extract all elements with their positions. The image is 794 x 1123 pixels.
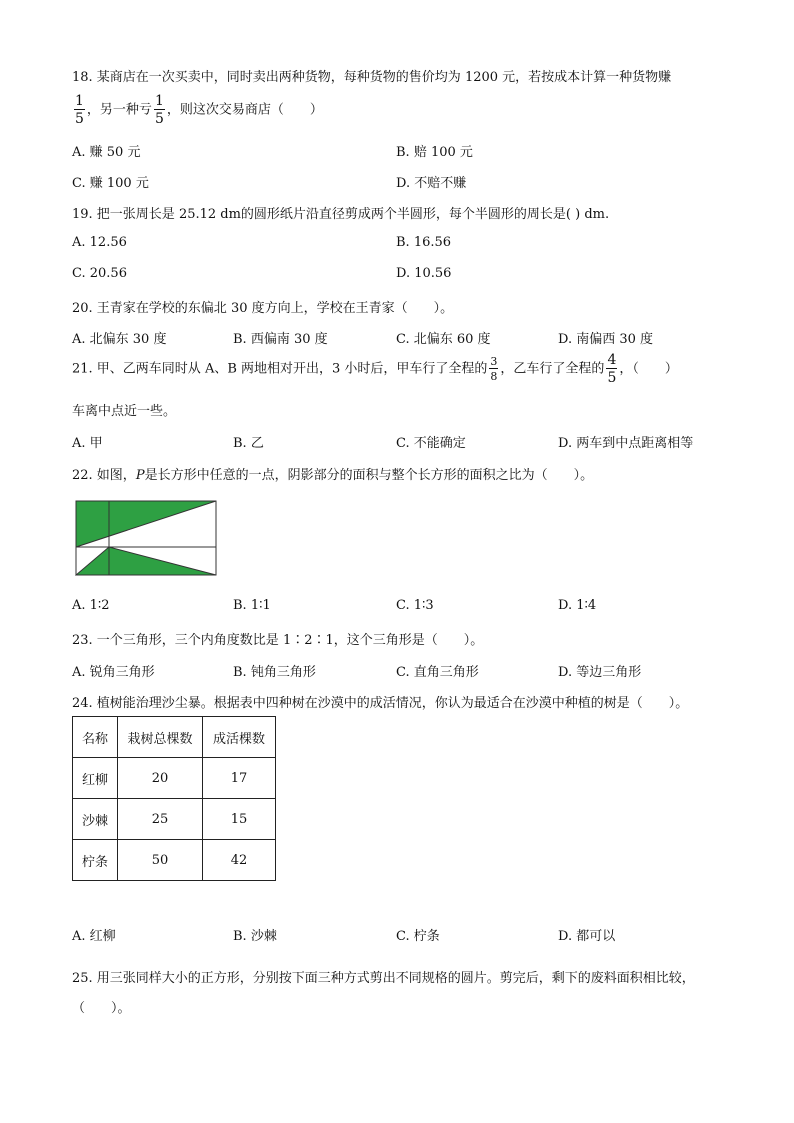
table-header-row [73, 717, 276, 758]
table-cell: 沙棘 [73, 799, 118, 840]
q20-option-a[interactable]: A. 北偏东 30 度 [72, 332, 167, 347]
table-header-cell: 名称 [73, 717, 118, 758]
q19-option-a[interactable]: A. 12.56 [72, 235, 127, 250]
q24-option-b[interactable]: B. 沙棘 [233, 929, 277, 944]
q25-stem-line2: （ ）。 [72, 1001, 131, 1016]
q23-option-d[interactable]: D. 等边三角形 [558, 665, 642, 680]
table-cell: 15 [203, 799, 276, 840]
q25-stem-line1: 25. 用三张同样大小的正方形，分别按下面三种方式剪出不同规格的圆片。剪完后，剩下的废料面积相比较， [72, 971, 695, 986]
q21-fraction-2: $\frac{4}{5}$ [607, 352, 617, 386]
q23-stem: 23. 一个三角形，三个内角度数比是 1∶2∶1，这个三角形是（ ）。 [72, 633, 484, 648]
q18-option-b[interactable]: B. 赔 100 元 [396, 145, 473, 160]
q22-option-c[interactable]: C. 1∶3 [396, 598, 434, 613]
q22-rectangle-figure [75, 500, 219, 578]
q24-stem: 24. 植树能治理沙尘暴。根据表中四种树在沙漠中的成活情况，你认为最适合在沙漠中种植的树是（ ）。 [72, 696, 689, 711]
q23-option-a[interactable]: A. 锐角三角形 [72, 665, 155, 680]
table-row [73, 840, 276, 881]
q18-fraction-1: $\frac{1}{5}$ [75, 93, 84, 127]
table-cell: 50 [118, 840, 203, 881]
q22-option-b[interactable]: B. 1∶1 [233, 598, 271, 613]
q24-option-d[interactable]: D. 都可以 [558, 929, 616, 944]
table-cell: 17 [203, 758, 276, 799]
q20-stem: 20. 王青家在学校的东偏北 30 度方向上，学校在王青家（ ）。 [72, 301, 454, 316]
q20-option-c[interactable]: C. 北偏东 60 度 [396, 332, 491, 347]
q24-option-a[interactable]: A. 红柳 [72, 929, 116, 944]
q21-option-a[interactable]: A. 甲 [72, 436, 103, 451]
q21-stem-line2: 车离中点近一些。 [72, 404, 177, 419]
q21-stem-line1: 21. 甲、乙两车同时从 A、B 两地相对开出，3 小时后，甲车行了全程的 $\frac{3}{8}$ ，乙车行了全程的 $\frac{4}{5}$ ，（ ） [72, 352, 678, 386]
table-cell: 红柳 [73, 758, 118, 799]
q20-option-d[interactable]: D. 南偏西 30 度 [558, 332, 654, 347]
q22-option-d[interactable]: D. 1∶4 [558, 598, 597, 613]
q24-option-c[interactable]: C. 柠条 [396, 929, 440, 944]
q22-option-a[interactable]: A. 1∶2 [72, 598, 110, 613]
table-cell: 柠条 [73, 840, 118, 881]
table-cell: 20 [118, 758, 203, 799]
table-cell: 25 [118, 799, 203, 840]
table-header-cell: 栽树总棵数 [118, 717, 203, 758]
q21-option-b[interactable]: B. 乙 [233, 436, 264, 451]
q21-option-d[interactable]: D. 两车到中点距离相等 [558, 436, 694, 451]
q19-option-b[interactable]: B. 16.56 [396, 235, 452, 250]
table-header-cell: 成活棵数 [203, 717, 276, 758]
tree-survival-table [72, 716, 276, 881]
q18-option-d[interactable]: D. 不赔不赚 [396, 176, 467, 191]
q18-option-c[interactable]: C. 赚 100 元 [72, 176, 149, 191]
table-row [73, 799, 276, 840]
q18-fraction-2: $\frac{1}{5}$ [154, 93, 164, 127]
table-cell: 42 [203, 840, 276, 881]
table-row [73, 758, 276, 799]
q23-option-c[interactable]: C. 直角三角形 [396, 665, 479, 680]
q19-option-c[interactable]: C. 20.56 [72, 266, 127, 281]
q20-option-b[interactable]: B. 西偏南 30 度 [233, 332, 328, 347]
q18-stem-line1: 18. 某商店在一次买卖中，同时卖出两种货物，每种货物的售价均为 1200 元，若按成本计算一种货物赚 [72, 70, 672, 85]
q21-fraction-1: $\frac{3}{8}$ [490, 355, 498, 383]
q21-option-c[interactable]: C. 不能确定 [396, 436, 466, 451]
q18-option-a[interactable]: A. 赚 50 元 [72, 145, 141, 160]
q18-stem-line2: $\frac{1}{5}$ ，另一种亏 $\frac{1}{5}$ ，则这次交易商店（ ） [75, 93, 323, 127]
q22-stem: 22. 如图，P是长方形中任意的一点，阴影部分的面积与整个长方形的面积之比为（ ）。 [72, 468, 594, 483]
q23-option-b[interactable]: B. 钝角三角形 [233, 665, 316, 680]
q19-option-d[interactable]: D. 10.56 [396, 266, 452, 281]
q19-stem: 19. 把一张周长是 25.12 dm的圆形纸片沿直径剪成两个半圆形，每个半圆形的周长是( ) dm. [72, 207, 610, 222]
